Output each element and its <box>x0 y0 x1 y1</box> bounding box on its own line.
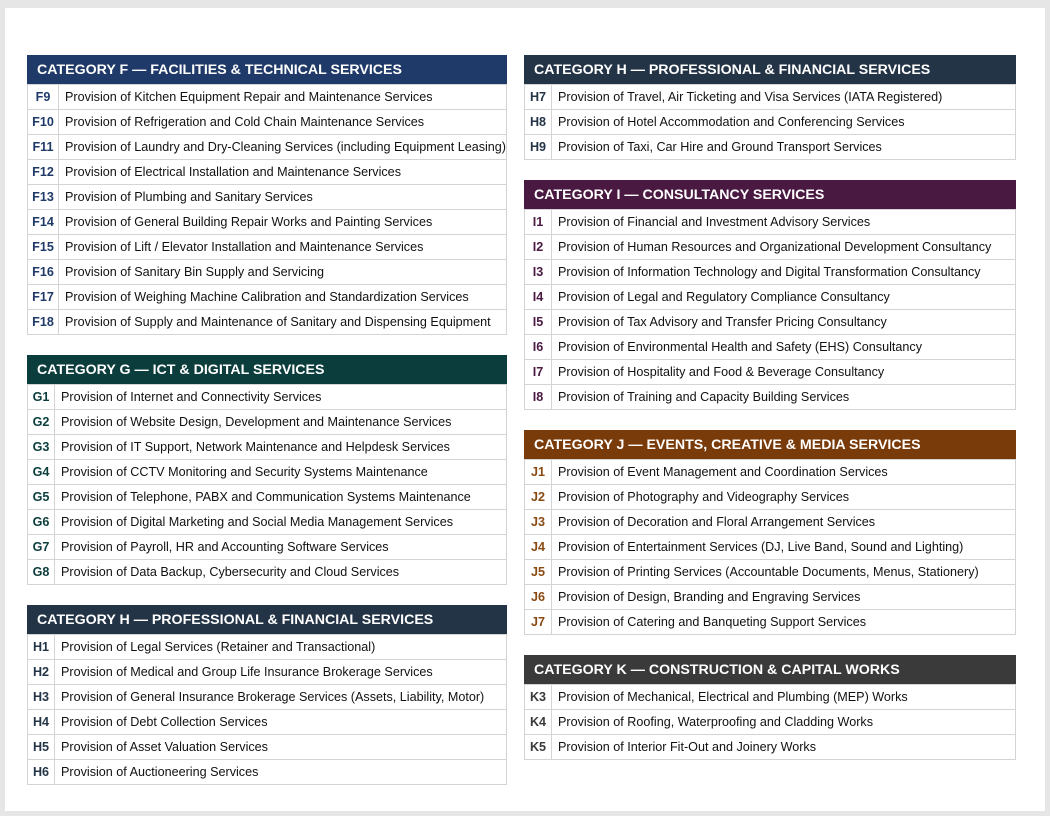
item-code: G8 <box>28 560 55 585</box>
category-table <box>27 84 507 335</box>
item-code: H2 <box>28 660 55 685</box>
item-code: F13 <box>28 185 59 210</box>
item-description: Provision of General Insurance Brokerage Services (Assets, Liability, Motor) <box>55 685 507 710</box>
table-row <box>28 235 507 260</box>
item-description: Provision of Catering and Banqueting Support Services <box>552 610 1016 635</box>
item-code: F15 <box>28 235 59 260</box>
table-row <box>28 535 507 560</box>
table-row <box>525 385 1016 410</box>
item-description: Provision of Supply and Maintenance of Sanitary and Dispensing Equipment <box>58 310 506 335</box>
item-code: K4 <box>525 710 552 735</box>
category-table <box>524 684 1016 760</box>
item-code: J7 <box>525 610 552 635</box>
item-description: Provision of Interior Fit-Out and Joinery Works <box>552 735 1016 760</box>
table-row <box>525 285 1016 310</box>
table-row <box>525 585 1016 610</box>
item-description: Provision of Event Management and Coordination Services <box>552 460 1016 485</box>
category-table <box>524 209 1016 410</box>
item-description: Provision of Data Backup, Cybersecurity and Cloud Services <box>55 560 507 585</box>
table-row <box>28 210 507 235</box>
table-row <box>525 535 1016 560</box>
item-description: Provision of Mechanical, Electrical and Plumbing (MEP) Works <box>552 685 1016 710</box>
item-code: H3 <box>28 685 55 710</box>
item-description: Provision of Entertainment Services (DJ, Live Band, Sound and Lighting) <box>552 535 1016 560</box>
table-row <box>28 460 507 485</box>
item-description: Provision of Medical and Group Life Insurance Brokerage Services <box>55 660 507 685</box>
table-row <box>28 485 507 510</box>
item-description: Provision of Sanitary Bin Supply and Servicing <box>58 260 506 285</box>
item-code: F16 <box>28 260 59 285</box>
table-row <box>525 85 1016 110</box>
item-description: Provision of Design, Branding and Engraving Services <box>552 585 1016 610</box>
category-table <box>27 634 507 785</box>
item-code: I4 <box>525 285 552 310</box>
item-description: Provision of Laundry and Dry-Cleaning Services (including Equipment Leasing) <box>58 135 506 160</box>
category-table <box>524 84 1016 160</box>
table-row <box>28 760 507 785</box>
category-j-section <box>524 430 1016 635</box>
table-row <box>525 260 1016 285</box>
item-code: H5 <box>28 735 55 760</box>
table-row <box>28 110 507 135</box>
category-header: CATEGORY F — FACILITIES & TECHNICAL SERVICES <box>27 55 507 84</box>
right-column <box>524 55 1016 780</box>
item-code: J3 <box>525 510 552 535</box>
category-i-section <box>524 180 1016 410</box>
table-row <box>525 110 1016 135</box>
item-code: H9 <box>525 135 552 160</box>
table-row <box>28 310 507 335</box>
item-description: Provision of Legal Services (Retainer and Transactional) <box>55 635 507 660</box>
category-header: CATEGORY G — ICT & DIGITAL SERVICES <box>27 355 507 384</box>
item-code: F14 <box>28 210 59 235</box>
category-header: CATEGORY I — CONSULTANCY SERVICES <box>524 180 1016 209</box>
document-page <box>5 8 1045 811</box>
item-code: J6 <box>525 585 552 610</box>
item-code: G5 <box>28 485 55 510</box>
table-row <box>28 135 507 160</box>
category-header: CATEGORY H — PROFESSIONAL & FINANCIAL SERVICES <box>524 55 1016 84</box>
item-code: G2 <box>28 410 55 435</box>
item-code: I2 <box>525 235 552 260</box>
item-code: H8 <box>525 110 552 135</box>
table-row <box>28 160 507 185</box>
table-row <box>525 710 1016 735</box>
item-code: J2 <box>525 485 552 510</box>
table-row <box>525 335 1016 360</box>
table-row <box>525 210 1016 235</box>
table-row <box>28 735 507 760</box>
table-row <box>28 710 507 735</box>
table-row <box>525 310 1016 335</box>
item-code: I7 <box>525 360 552 385</box>
item-code: F11 <box>28 135 59 160</box>
item-description: Provision of Kitchen Equipment Repair and Maintenance Services <box>58 85 506 110</box>
table-row <box>28 510 507 535</box>
item-code: K5 <box>525 735 552 760</box>
item-code: G7 <box>28 535 55 560</box>
item-description: Provision of Human Resources and Organizational Development Consultancy <box>552 235 1016 260</box>
item-code: F9 <box>28 85 59 110</box>
item-description: Provision of IT Support, Network Maintenance and Helpdesk Services <box>55 435 507 460</box>
item-code: G1 <box>28 385 55 410</box>
item-description: Provision of Electrical Installation and Maintenance Services <box>58 160 506 185</box>
table-row <box>28 385 507 410</box>
category-h-section <box>27 605 507 785</box>
category-g-section <box>27 355 507 585</box>
table-row <box>525 610 1016 635</box>
item-code: H1 <box>28 635 55 660</box>
item-description: Provision of Website Design, Development and Maintenance Services <box>55 410 507 435</box>
table-row <box>525 135 1016 160</box>
item-code: H6 <box>28 760 55 785</box>
item-description: Provision of Travel, Air Ticketing and Visa Services (IATA Registered) <box>552 85 1016 110</box>
item-description: Provision of Environmental Health and Safety (EHS) Consultancy <box>552 335 1016 360</box>
table-row <box>525 235 1016 260</box>
item-description: Provision of Printing Services (Accountable Documents, Menus, Stationery) <box>552 560 1016 585</box>
item-description: Provision of Internet and Connectivity Services <box>55 385 507 410</box>
table-row <box>28 185 507 210</box>
item-code: F17 <box>28 285 59 310</box>
item-code: I6 <box>525 335 552 360</box>
category-k-section <box>524 655 1016 760</box>
table-row <box>28 85 507 110</box>
item-description: Provision of Weighing Machine Calibration and Standardization Services <box>58 285 506 310</box>
item-description: Provision of Tax Advisory and Transfer Pricing Consultancy <box>552 310 1016 335</box>
left-column <box>27 55 507 805</box>
table-row <box>28 560 507 585</box>
item-description: Provision of Refrigeration and Cold Chain Maintenance Services <box>58 110 506 135</box>
table-row <box>525 685 1016 710</box>
category-header: CATEGORY J — EVENTS, CREATIVE & MEDIA SERVICES <box>524 430 1016 459</box>
item-code: G4 <box>28 460 55 485</box>
item-description: Provision of Lift / Elevator Installation and Maintenance Services <box>58 235 506 260</box>
item-code: J5 <box>525 560 552 585</box>
table-row <box>525 460 1016 485</box>
item-description: Provision of General Building Repair Works and Painting Services <box>58 210 506 235</box>
item-description: Provision of Plumbing and Sanitary Services <box>58 185 506 210</box>
item-code: I5 <box>525 310 552 335</box>
category-header: CATEGORY H — PROFESSIONAL & FINANCIAL SERVICES <box>27 605 507 634</box>
item-code: F10 <box>28 110 59 135</box>
item-description: Provision of Information Technology and Digital Transformation Consultancy <box>552 260 1016 285</box>
item-code: G3 <box>28 435 55 460</box>
table-row <box>28 685 507 710</box>
table-row <box>525 735 1016 760</box>
item-code: F18 <box>28 310 59 335</box>
category-header: CATEGORY K — CONSTRUCTION & CAPITAL WORKS <box>524 655 1016 684</box>
item-description: Provision of Digital Marketing and Social Media Management Services <box>55 510 507 535</box>
item-description: Provision of Auctioneering Services <box>55 760 507 785</box>
item-description: Provision of CCTV Monitoring and Security Systems Maintenance <box>55 460 507 485</box>
item-description: Provision of Roofing, Waterproofing and Cladding Works <box>552 710 1016 735</box>
item-description: Provision of Photography and Videography Services <box>552 485 1016 510</box>
item-code: F12 <box>28 160 59 185</box>
table-row <box>28 285 507 310</box>
item-description: Provision of Hospitality and Food & Beverage Consultancy <box>552 360 1016 385</box>
table-row <box>28 435 507 460</box>
table-row <box>525 560 1016 585</box>
item-description: Provision of Telephone, PABX and Communication Systems Maintenance <box>55 485 507 510</box>
item-description: Provision of Taxi, Car Hire and Ground Transport Services <box>552 135 1016 160</box>
item-code: J1 <box>525 460 552 485</box>
table-row <box>525 510 1016 535</box>
item-code: H4 <box>28 710 55 735</box>
item-description: Provision of Training and Capacity Building Services <box>552 385 1016 410</box>
item-description: Provision of Debt Collection Services <box>55 710 507 735</box>
item-description: Provision of Asset Valuation Services <box>55 735 507 760</box>
item-code: I3 <box>525 260 552 285</box>
item-code: H7 <box>525 85 552 110</box>
table-row <box>28 410 507 435</box>
item-code: K3 <box>525 685 552 710</box>
item-description: Provision of Decoration and Floral Arrangement Services <box>552 510 1016 535</box>
category-table <box>27 384 507 585</box>
table-row <box>525 360 1016 385</box>
item-code: I1 <box>525 210 552 235</box>
item-description: Provision of Payroll, HR and Accounting Software Services <box>55 535 507 560</box>
category-h-section <box>524 55 1016 160</box>
item-description: Provision of Legal and Regulatory Compliance Consultancy <box>552 285 1016 310</box>
table-row <box>28 635 507 660</box>
item-description: Provision of Financial and Investment Advisory Services <box>552 210 1016 235</box>
table-row <box>28 660 507 685</box>
item-code: J4 <box>525 535 552 560</box>
table-row <box>525 485 1016 510</box>
item-description: Provision of Hotel Accommodation and Conferencing Services <box>552 110 1016 135</box>
category-table <box>524 459 1016 635</box>
item-code: I8 <box>525 385 552 410</box>
item-code: G6 <box>28 510 55 535</box>
category-f-section <box>27 55 507 335</box>
table-row <box>28 260 507 285</box>
